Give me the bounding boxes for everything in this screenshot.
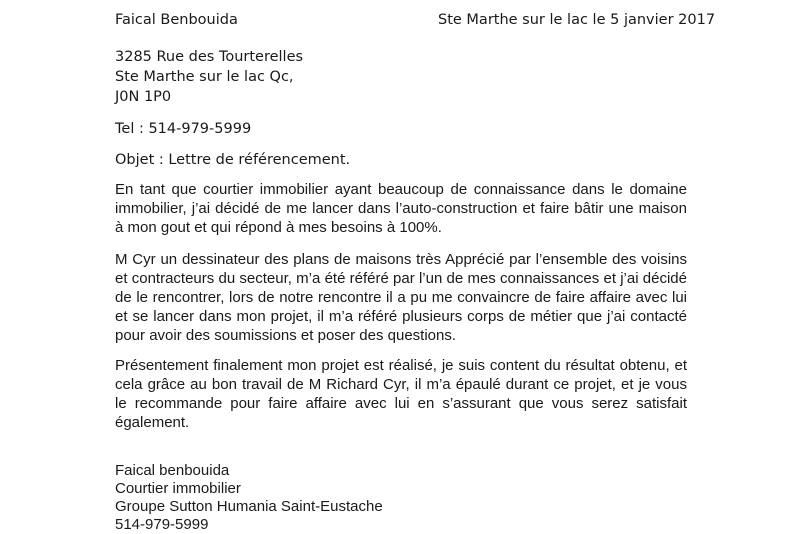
paragraph-3: Présentement finalement mon projet est réalisé, je suis content du résultat obtenu, et cela grâce au bon travail de M Richard Cyr, il m’a épaulé durant ce projet, et je vous le recommande pour faire affaire avec lui en s’assurant que vous serez satisfait également.: [115, 357, 687, 431]
address-line-1: 3285 Rue des Tourterelles: [115, 49, 304, 65]
paragraph-1: En tant que courtier immobilier ayant beaucoup de connaissance dans le domaine immobilier, j’ai décidé de me lancer dans l’auto-construction et faire bâtir une maison à mon gout et qui répond à mes besoins à 100%.: [115, 181, 687, 236]
address-line-2: Ste Marthe sur le lac Qc,: [115, 69, 294, 85]
paragraph-2: M Cyr un dessinateur des plans de maisons très Apprécié par l’ensemble des voisins et contracteurs du secteur, m’a été référé par l’un de mes connaissances et j’ai décidé de le rencontrer, lors de notre rencontre il a pu me convaincre de faire affaire avec lui et se lancer dans mon projet, il m’a référé plusieurs corps de métier que j’ai contacté pour avoir des soumissions et poser des questions.: [115, 251, 687, 344]
subject-line: Objet : Lettre de référencement.: [115, 152, 351, 168]
signature-title: Courtier immobilier: [115, 480, 241, 497]
sender-name: Faical Benbouida: [115, 12, 238, 28]
place-date: Ste Marthe sur le lac le 5 janvier 2017: [438, 12, 716, 28]
postal-code: J0N 1P0: [115, 89, 172, 105]
sender-phone: Tel : 514-979-5999: [115, 121, 252, 137]
signature-company: Groupe Sutton Humania Saint-Eustache: [115, 498, 383, 515]
signature-name: Faical benbouida: [115, 462, 230, 479]
signature-phone: 514-979-5999: [115, 516, 209, 533]
